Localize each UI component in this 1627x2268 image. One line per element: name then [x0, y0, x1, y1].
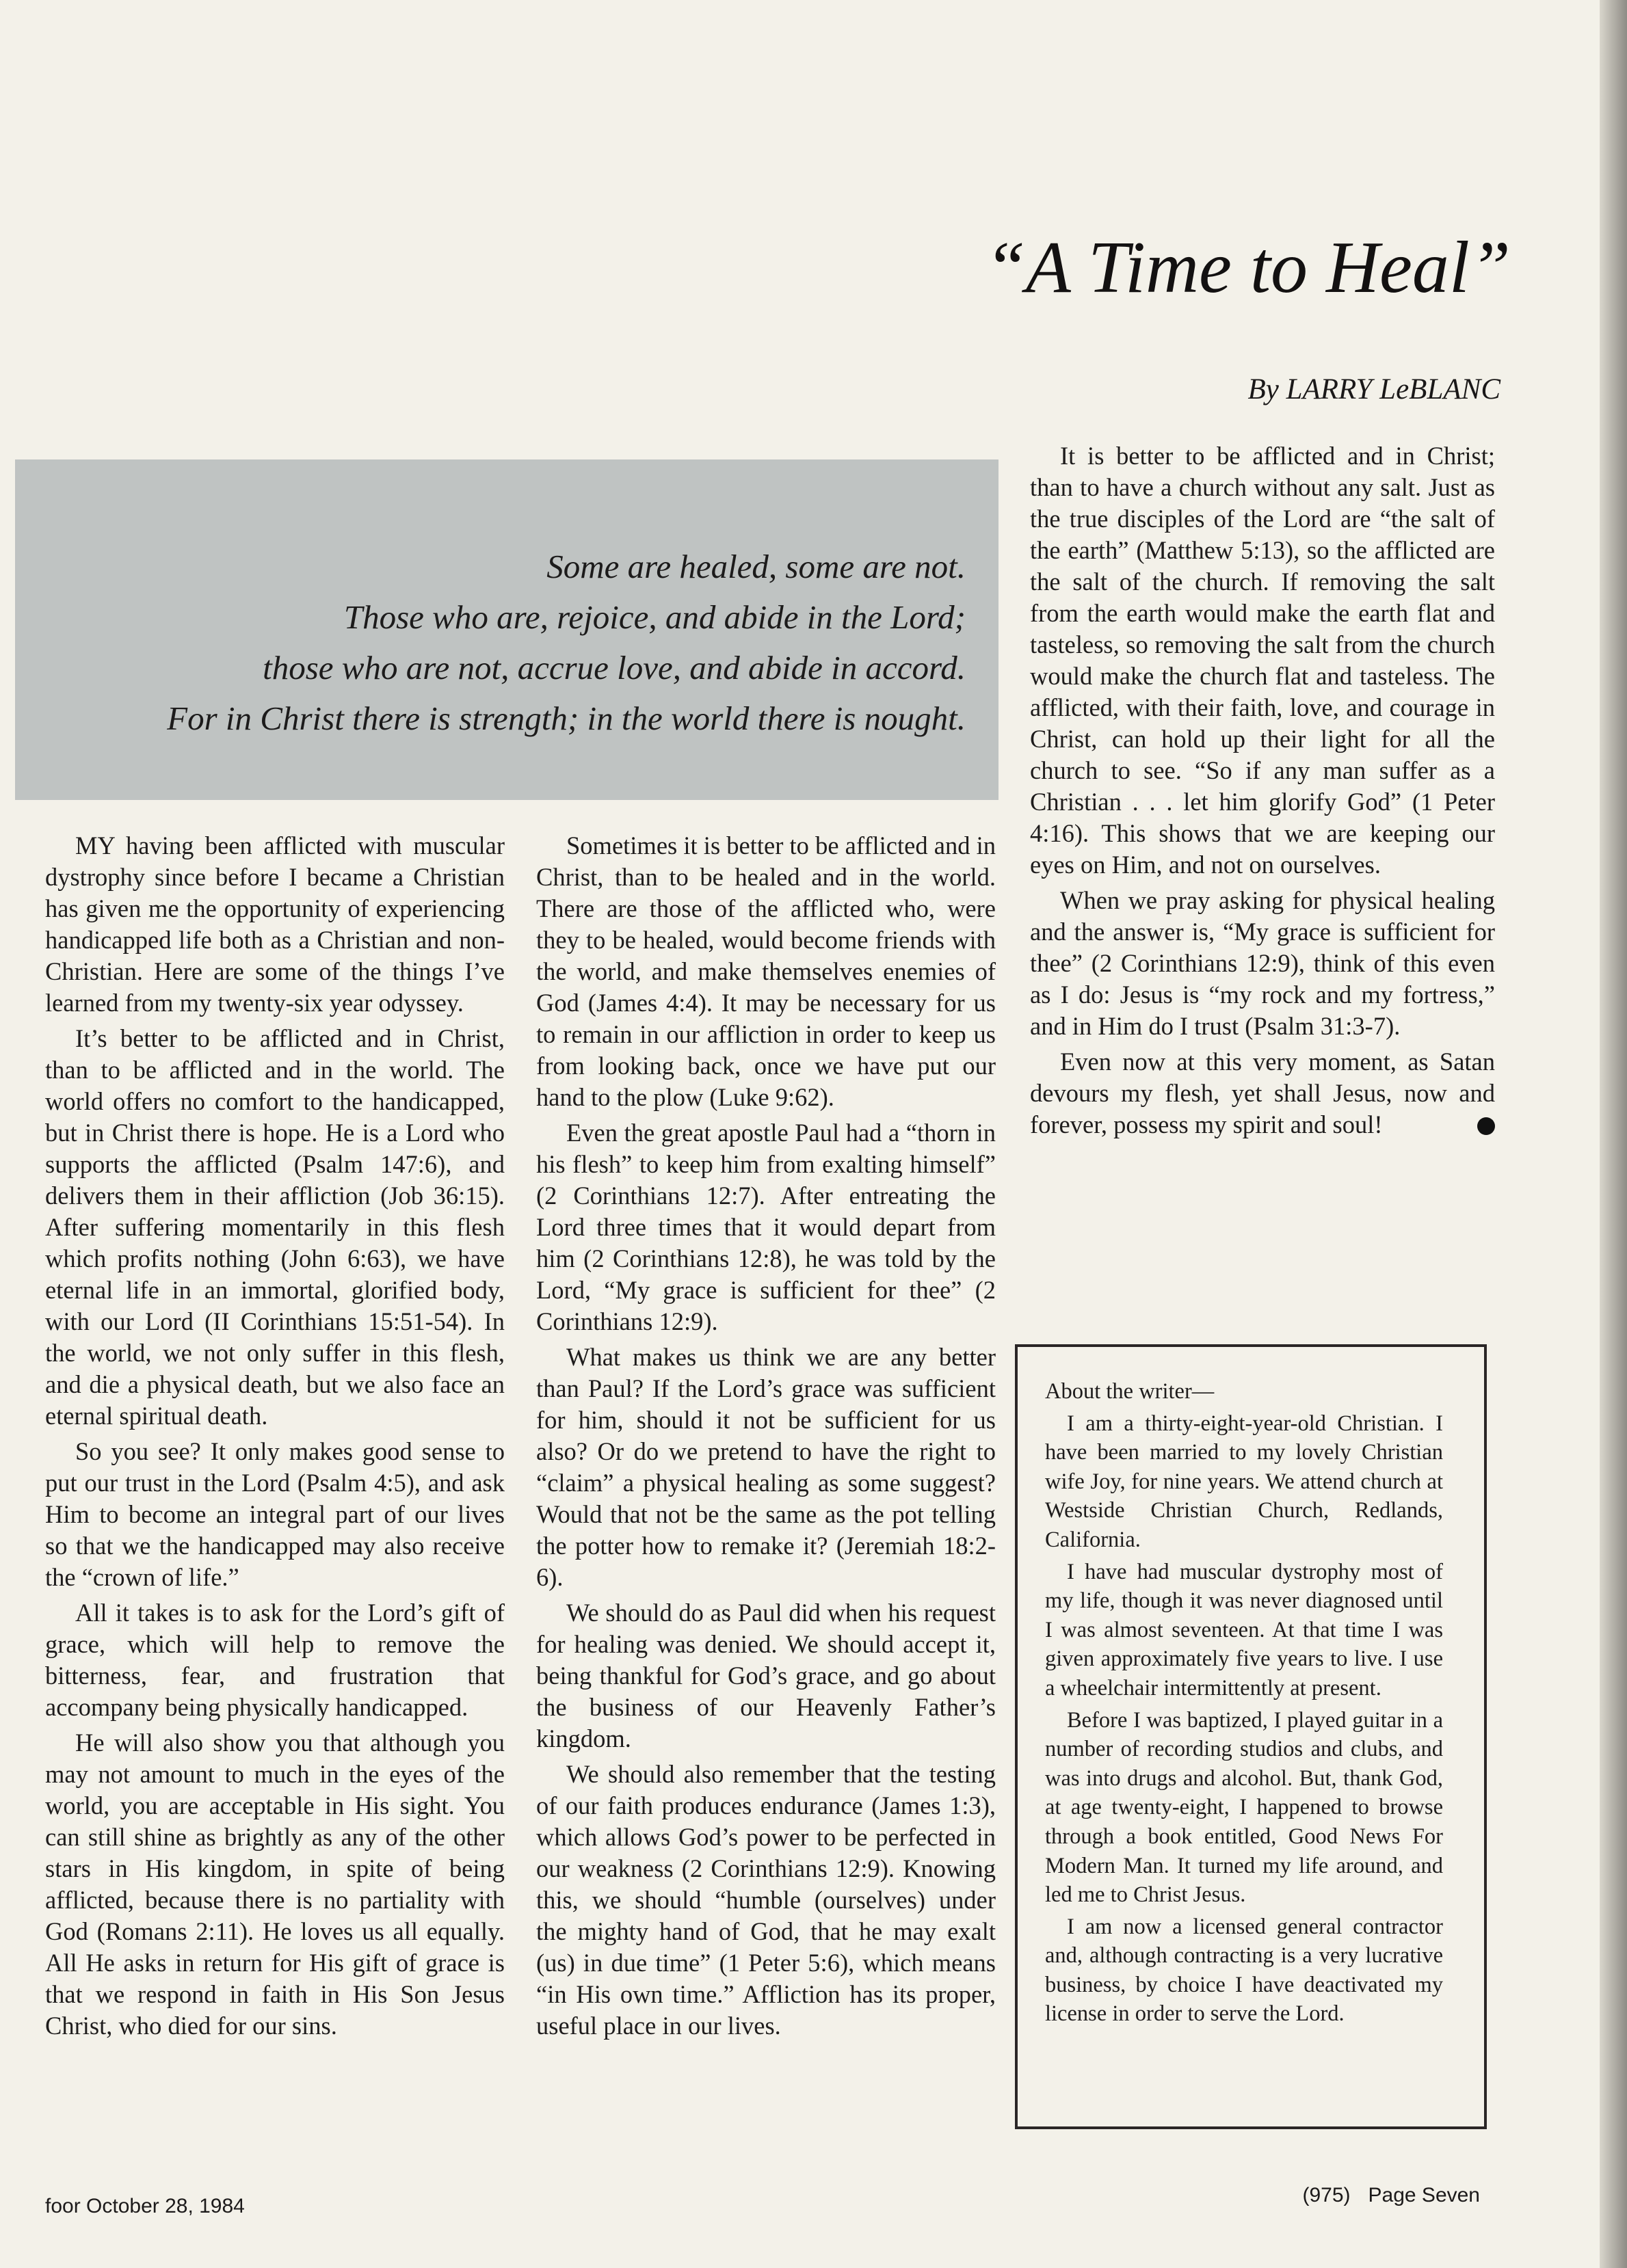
page-label: Page Seven — [1368, 2184, 1480, 2206]
byline: By LARRY LeBLANC — [1247, 373, 1500, 405]
pullquote-line: Some are healed, some are not. — [546, 548, 966, 585]
body-paragraph: What makes us think we are any better than Paul? If the Lord’s grace was sufficient for him, should it not be sufficient for us also? Or do we pretend to have the right to “claim” a physical healing as some suggest? Would that not be the same as the pot telling the potter how to remake it? (Jeremiah 18:2-6). — [536, 1343, 996, 1591]
article-column-1 — [45, 830, 505, 2046]
body-paragraph: Even the great apostle Paul had a “thorn in his flesh” to keep him from exalting himself” (2 Corinthians 12:7). After entreating the Lord three times that it would depart from him (2 Corinthians 12:8), he was told by the Lord, “My grace is sufficient for thee” (2 Corinthians 12:9). — [536, 1119, 996, 1335]
pullquote-box — [15, 459, 998, 800]
issue-number: (975) — [1302, 2184, 1351, 2206]
about-writer-paragraph: Before I was baptized, I played guitar in a number of recording studios and clubs, and was into drugs and alcohol. But, thank God, at age twenty-eight, I happened to browse through a book entitled, Good News For Modern Man. It turned my life around, and led me to Christ Jesus. — [1045, 1707, 1443, 1908]
body-paragraph: We should also remember that the testing of our faith produces endurance (James 1:3), which allows God’s power to be perfected in our weakness (2 Corinthians 12:9). Knowing this, we should “humble (ourselves) under the mighty hand of God, that he may exalt (us) in due time” (1 Peter 5:6), which means “in His own time.” Affliction has its proper, useful place in our lives. — [536, 1760, 996, 2040]
page-edge-shadow — [1600, 0, 1627, 2268]
body-paragraph: All it takes is to ask for the Lord’s gift of grace, which will help to remove the bitterness, fear, and frustration that accompany being physically handicapped. — [45, 1599, 505, 1721]
about-writer-paragraph: I am a thirty-eight-year-old Christian. I have been married to my lovely Christian wife Joy, for nine years. We attend church at Westside Christian Church, Redlands, California. — [1045, 1411, 1443, 1552]
article-column-2 — [536, 830, 996, 2046]
body-paragraph: MY having been afflicted with muscular dystrophy since before I became a Christian has given me the opportunity of experiencing handicapped life both as a Christian and non-Christian. Here are some of the things I’ve learned from my twenty-six year odyssey. — [45, 831, 505, 1017]
body-paragraph: It is better to be afflicted and in Christ; than to have a church without any salt. Just as the true disciples of the Lord are “the salt of the earth” (Matthew 5:13), so the afflicted are the salt of the church. If removing the salt from the earth would make the earth flat and tasteless, so removing the salt from the church would make the church flat and tasteless. The afflicted, with their faith, love, and courage in Christ, can hold up their light for all the church to see. “So if any man suffer as a Christian . . . let him glorify God” (1 Peter 4:16). This shows that we are keeping our eyes on Him, and not on ourselves. — [1030, 442, 1495, 879]
final-paragraph-text: Even now at this very moment, as Satan devours my flesh, yet shall Jesus, now and forever, possess my spirit and soul! — [1030, 1048, 1495, 1138]
pullquote-line: For in Christ there is strength; in the world there is nought. — [167, 699, 966, 737]
about-the-writer-content — [1045, 1377, 1443, 2031]
body-paragraph: He will also show you that although you may not amount to much in the eyes of the world, you are acceptable in His sight. You can still shine as brightly as any of the other stars in His kingdom, in spite of being afflicted, because there is no partiality with God (Romans 2:11). He loves us all equally. All He asks in return for His gift of grace is that we respond in faith in His Son Jesus Christ, who died for our sins. — [45, 1729, 505, 2040]
about-writer-paragraph: I am now a licensed general contractor and, although contracting is a very lucrative business, by choice I have deactivated my license in order to serve the Lord. — [1045, 1914, 1443, 2027]
body-paragraph: We should do as Paul did when his request for healing was denied. We should accept it, being thankful for God’s grace, and go about the business of our Heavenly Father’s kingdom. — [536, 1599, 996, 1752]
body-paragraph-final — [1030, 1046, 1495, 1140]
article-title: “A Time to Heal” — [984, 227, 1511, 308]
pullquote-poem — [167, 542, 966, 744]
footer-date: foor October 28, 1984 — [45, 2195, 245, 2217]
body-paragraph: It’s better to be afflicted and in Christ, than to be afflicted and in the world. The world offers no comfort to the handicapped, but in Christ there is hope. He is a Lord who supports the afflicted (Psalm 147:6), and delivers them in their affliction (Job 36:15). After suffering momentarily in this flesh which profits nothing (John 6:63), we have eternal life in an immortal, glorified body, with our Lord (II Corinthians 15:51-54). In the world, we not only suffer in this flesh, and die a physical death, but we also face an eternal spiritual death. — [45, 1024, 505, 1430]
body-paragraph: So you see? It only makes good sense to put our trust in the Lord (Psalm 4:5), and ask Him to become an integral part of our lives so that we the handicapped may also receive the “crown of life.” — [45, 1437, 505, 1591]
body-paragraph: When we pray asking for physical healing and the answer is, “My grace is sufficient for thee” (2 Corinthians 12:9), think of this even as I do: Jesus is “my rock and my fortress,” and in Him do I trust (Psalm 31:3-7). — [1030, 886, 1495, 1040]
about-the-writer-box — [1015, 1344, 1487, 2129]
end-of-article-bullet-icon — [1477, 1117, 1495, 1135]
article-column-3 — [1030, 440, 1495, 1145]
about-writer-paragraph: I have had muscular dystrophy most of my life, though it was never diagnosed until I was almost seventeen. At that time I was given approximately five years to live. I use a wheelchair intermittently at present. — [1045, 1559, 1443, 1700]
footer-page-info — [1302, 2184, 1480, 2207]
about-writer-heading: About the writer— — [1045, 1379, 1215, 1404]
body-paragraph: Sometimes it is better to be afflicted and in Christ, than to be healed and in the world. There are those of the afflicted who, were they to be healed, would become friends with the world, and make themselves enemies of God (James 4:4). It may be necessary for us to remain in our affliction in order to keep us from looking back, once we have put our hand to the plow (Luke 9:62). — [536, 831, 996, 1111]
pullquote-line: Those who are, rejoice, and abide in the Lord; — [343, 598, 966, 636]
pullquote-line: those who are not, accrue love, and abide in accord. — [263, 649, 966, 686]
